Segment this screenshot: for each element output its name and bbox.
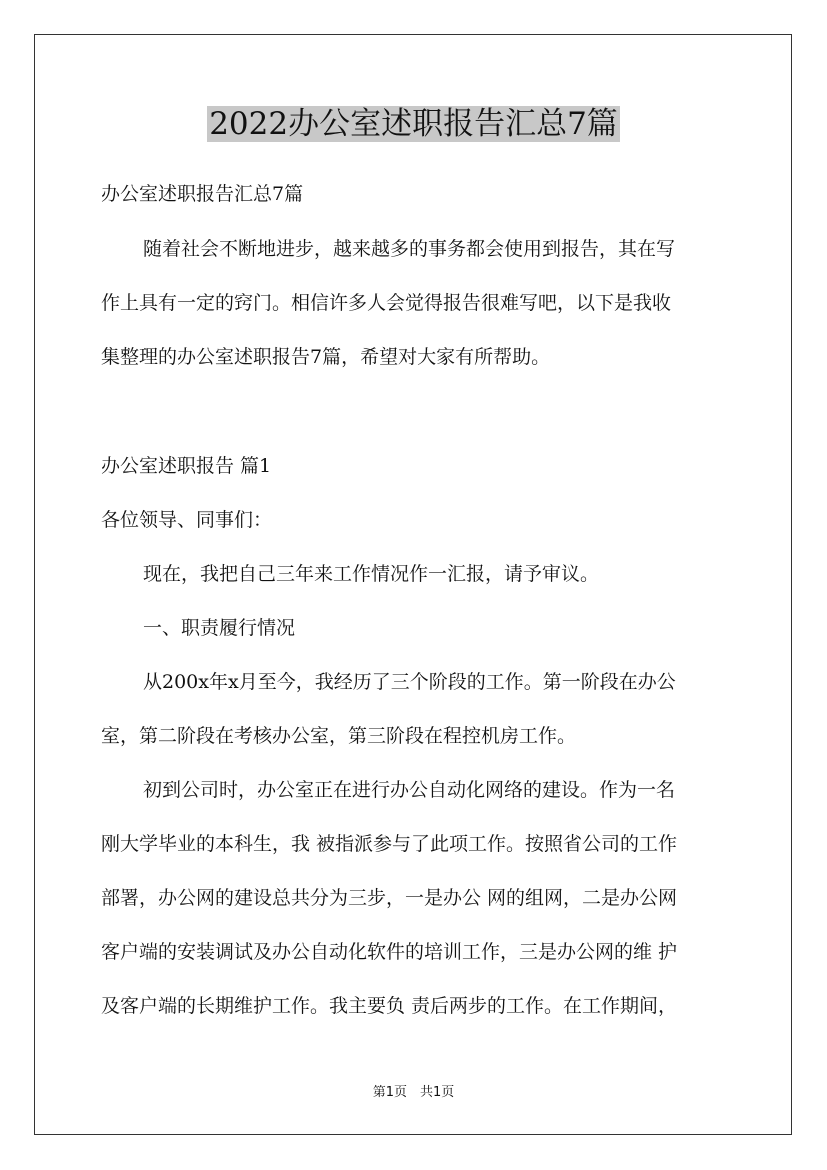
body-line-4: 室，第二阶段在考核办公室，第三阶段在程控机房工作。 <box>101 725 577 747</box>
body-line-8: 客户端的安装调试及办公自动化软件的培训工作，三是办公网的维 护 <box>101 941 678 963</box>
body-line-9: 及客户端的长期维护工作。我主要负 责后两步的工作。在工作期间， <box>101 995 678 1017</box>
document-title <box>0 104 827 144</box>
body-line-5: 初到公司时，办公室正在进行办公自动化网络的建设。作为一名 <box>143 779 676 801</box>
section-heading: 办公室述职报告 篇1 <box>101 455 272 477</box>
body-line-2: 一、职责履行情况 <box>143 617 296 639</box>
body-line-6: 刚大学毕业的本科生，我 被指派参与了此项工作。按照省公司的工作 <box>101 833 678 855</box>
document-subtitle: 办公室述职报告汇总7篇 <box>101 183 304 205</box>
page-footer: 第1页 共1页 <box>372 1085 455 1100</box>
intro-line-2: 作上具有一定的窍门。相信许多人会觉得报告很难写吧，以下是我收 <box>101 292 672 314</box>
body-line-1: 现在，我把自己三年来工作情况作一汇报，请予审议。 <box>143 563 600 585</box>
body-line-3: 从200x年x月至今，我经历了三个阶段的工作。第一阶段在办公 <box>143 671 676 693</box>
document-title-text: 2022办公室述职报告汇总7篇 <box>209 106 618 142</box>
salutation: 各位领导、同事们： <box>101 509 273 531</box>
intro-line-3: 集整理的办公室述职报告7篇，希望对大家有所帮助。 <box>101 346 551 368</box>
intro-line-1: 随着社会不断地进步，越来越多的事务都会使用到报告，其在写 <box>143 238 676 260</box>
body-line-7: 部署，办公网的建设总共分为三步，一是办公 网的组网，二是办公网 <box>101 887 678 909</box>
